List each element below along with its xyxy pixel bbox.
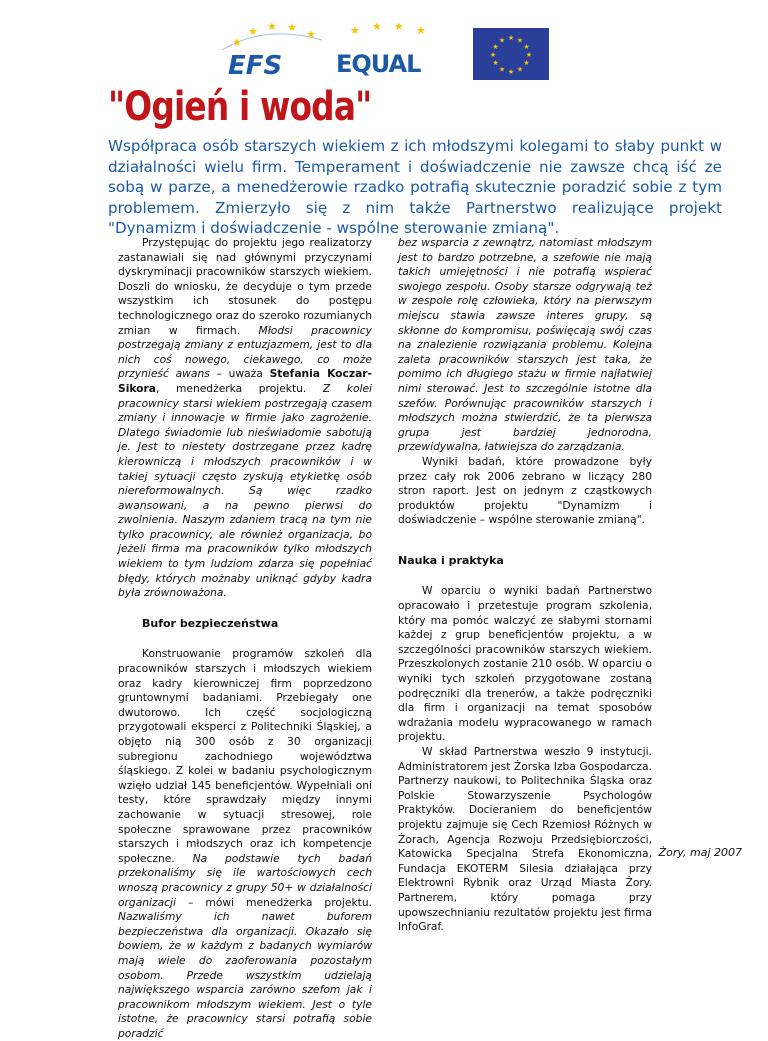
section-heading-safety: Bufor bezpieczeństwa: [142, 616, 279, 630]
manager-name: Stefania Koczar-Sikora: [118, 367, 372, 395]
svg-text:★: ★: [492, 59, 499, 67]
svg-text:EFS: EFS: [228, 51, 283, 80]
svg-text:★: ★: [248, 25, 258, 38]
research-paragraph: Konstruowanie programów szkoleń dla pracowników starszych i młodszych wiekiem oraz kadry kierowniczej firm poprzedzono gruntownymi badaniami. Przebiegały one dwutorowo. Ich część socjologiczną przygotowali eksperci z Politechniki Śląskiej, a objęto nią 300 osób z 30 organizacji subregionu zachodniego województwa śląskiego. Z kolei w badaniu psychologicznym wzięło udział 145 beneficjentów. Wypełniali oni testy, które sprawdzały między innymi zachowanie w sytuacji stresowej, role społeczne sprawowane przez pracowników starszych i młodszych oraz ich kompetencje społeczne. Na podstawie tych badań przekonaliśmy się ile wartościowych cech wnoszą pracownicy z grupy 50+ w działalności organizacji – mówi menedżerka projektu. Nazwaliśmy ich nawet buforem bezpieczeństwa dla organizacji. Okazało się bowiem, że w każdym z badanych wymiarów mają wiele do zaoferowania pozostałym osobom. Przede wszystkim udzielają największego wsparcia zarówno szefom jak i pracownikom młodszym wiekiem. Jest o tyle istotne, że pracownicy starsi potrafią sobie poradzić: [118, 647, 372, 1040]
svg-text:★: ★: [516, 65, 524, 74]
place-date: Żory, maj 2007: [658, 846, 742, 859]
svg-text:★: ★: [232, 36, 242, 49]
article-title: "Ogień i woda": [108, 84, 372, 130]
svg-text:★: ★: [523, 59, 530, 67]
svg-text:★: ★: [523, 43, 530, 51]
svg-text:★: ★: [507, 68, 515, 76]
svg-text:★: ★: [394, 20, 404, 33]
quote-continuation: bez wsparcia z zewnątrz, natomiast młodszym jest to bardzo potrzebne, a szefowie nie mają takich umiejętności i nie potrafią wspierać swojego zespołu. Osoby starsze odgrywają też w zespole rolę człowieka, który na pierwszym miejscu stawia zawsze interes grupy, są skłonne do kompromisu, poświęcają swój czas na znalezienie rozwiązania problemu. Kolejna zaleta pracowników starszych jest taka, że pomimo ich długiego stażu w firmie najłatwiej nimi sterować. Jest to szczególnie istotne dla szefów. Porównując pracowników starszych i młodszych można stwierdzić, że ta pierwsza grupa jest bardziej jednorodna, przewidywalna, łatwiejsza do zarządzania.: [398, 236, 652, 454]
eu-flag-icon: [473, 28, 549, 80]
svg-text:★: ★: [492, 43, 499, 51]
article-lead: Współpraca osób starszych wiekiem z ich młodszymi kolegami to słaby punkt w działalności wielu firm. Temperament i doświadczenie nie zawsze chcą iść ze sobą w parze, a menedżerowie rzadko potrafią skutecznie poradzić sobie z tym problemem. Zmierzyło się z nim także Partnerstwo realizujące projekt "Dynamizm i doświadczenie - wspólne sterowanie zmianą".: [108, 137, 722, 237]
intro-paragraph: Przystępując do projektu jego realizatorzy zastanawiali się nad głównymi przyczynami dyskryminacji pracowników starszych wiekiem. Doszli do wniosku, że decyduje o tym przede wszystkim ich stosunek do postępu technologicznego oraz do szeroko rozumianych zmian w firmach. Młodsi pracownicy postrzegają zmiany z entuzjazmem, jest to dla nich coś nowego, ciekawego, co może przynieść awans – uważa Stefania Koczar-Sikora, menedżerka projektu. Z kolei pracownicy starsi wiekiem postrzegają czasem zmiany i innowacje w firmie jako zagrożenie. Dlatego świadomie lub nieświadomie sabotują je. Jest to niestety dostrzegane przez kadrę kierowniczą i młodszych pracowników i w takiej sytuacji często zyskują etykietkę osób niereformowalnych. Są więc rzadko awansowani, a na pewno pierwsi do zwolnienia. Naszym zdaniem tracą na tym nie tylko pracownicy, ale również organizacja, bo jeżeli firma ma pracowników tylko młodszych wiekiem to tym ludziom zdarza się popełniać błędy, których możnaby uniknąć gdyby kadra była zrównoważona.: [118, 236, 372, 600]
svg-text:★: ★: [287, 21, 297, 34]
svg-text:★: ★: [267, 20, 277, 33]
svg-text:EQUAL: EQUAL: [336, 50, 421, 78]
svg-text:★: ★: [350, 24, 360, 37]
svg-text:★: ★: [498, 36, 506, 45]
training-paragraph: W oparciu o wyniki badań Partnerstwo opracowało i przetestuje program szkolenia, który ma pomóc walczyć ze słabymi stornami każdej z grup beneficjentów projektu, a w szczególności pracowników starszych wiekiem. Przeszkolonych zostanie 210 osób. W oparciu o wyniki tych szkoleń przygotowane zostaną podręczniki dla trenerów, a także podręczniki dla firm i organizacji na temat sposobów wdrażania modelu wypracowanego w ramach projektu.: [398, 584, 652, 744]
efs-logo: [210, 10, 330, 80]
section-heading-science: Nauka i praktyka: [398, 553, 504, 567]
svg-text:★: ★: [516, 36, 524, 45]
svg-text:★: ★: [507, 34, 515, 42]
svg-text:★: ★: [489, 51, 497, 59]
logo-bar: [210, 10, 550, 80]
left-column: [118, 236, 372, 1041]
svg-text:★: ★: [525, 51, 533, 59]
report-paragraph: Wyniki badań, które prowadzone były przez cały rok 2006 zebrano w liczący 280 stron raport. Jest on jednym z cząstkowych produktów projektu "Dynamizm i doświadczenie – wspólne sterowanie zmianą".: [398, 454, 652, 527]
right-column: [398, 236, 652, 935]
svg-text:★: ★: [306, 28, 316, 41]
equal-logo: [330, 10, 440, 80]
svg-text:★: ★: [372, 20, 382, 33]
svg-text:★: ★: [498, 65, 506, 74]
svg-text:★: ★: [416, 24, 426, 37]
partnership-paragraph: W skład Partnerstwa weszło 9 instytucji. Administratorem jest Żorska Izba Gospodarcza. Partnerzy naukowi, to Politechnika Śląska oraz Polskie Stowarzyszenie Psychologów Praktyków. Docieraniem do beneficjentów projektu zajmuje się Cech Rzemiosł Różnych w Żorach, Agencja Rozwoju Przedsiębiorczości, Katowicka Specjalna Strefa Ekonomiczna, Fundacja EKOTERM Silesia działająca przy Elektrowni Rybnik oraz Urząd Miasta Żory. Partnerem, który pomaga przy upowszechnianiu rezultatów projektu jest firma InfoGraf.: [398, 745, 652, 934]
